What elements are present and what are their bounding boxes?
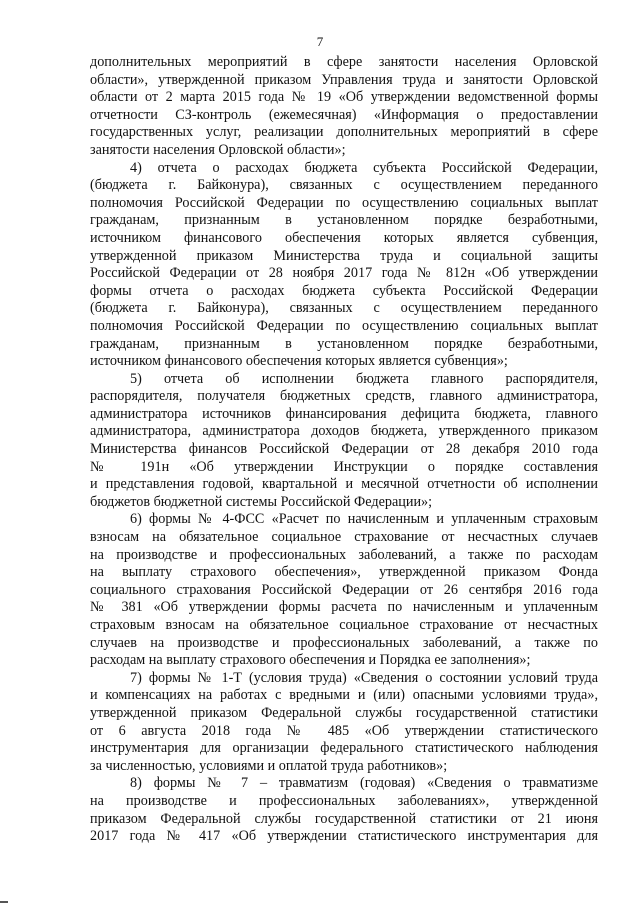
text-line: 7) формы № 1-Т (условия труда) «Сведения о состоянии условий труда [130, 669, 598, 686]
text-line: области», утвержденной приказом Управления труда и занятости Орловской [90, 71, 598, 88]
page-number: 7 [316, 34, 324, 49]
text-line: полномочия Российской Федерации по осуществлению социальных выплат [90, 317, 598, 334]
text-line: распорядителя, получателя бюджетных средств, главного администратора, [90, 388, 598, 405]
text-line: 6) формы № 4-ФСС «Расчет по начисленным и уплаченным страховым [130, 511, 598, 528]
text-line: (бюджета г. Байконура), связанных с осуществлением переданного [90, 177, 598, 194]
text-line: 5) отчета об исполнении бюджета главного распорядителя, [130, 370, 598, 387]
text-line: администратора, администратора доходов бюджета, утвержденного приказом [90, 423, 598, 440]
text-line: на выплату страхового обеспечения», утвержденной приказом Фонда [90, 564, 598, 581]
text-line: приказом Федеральной службы государственной статистики от 21 июня [90, 810, 598, 827]
text-line: 4) отчета о расходах бюджета субъекта Российской Федерации, [130, 159, 598, 176]
text-line: и представления годовой, квартальной и месячной отчетности об исполнении [90, 476, 598, 493]
text-line: и компенсациях на работах с вредными и (или) опасными условиями труда», [90, 687, 598, 704]
text-line: на производстве и профессиональных заболеваний, а также по расходам [90, 546, 598, 563]
scan-edge-mark [0, 901, 8, 903]
document-body [90, 54, 598, 846]
text-line: Российской Федерации от 28 ноября 2017 года № 812н «Об утверждении [90, 265, 598, 282]
text-line: администратора источников финансирования дефицита бюджета, главного [90, 405, 598, 422]
text-line: Министерства финансов Российской Федерации от 28 декабря 2010 года [90, 441, 598, 458]
text-line: на производстве и профессиональных заболеваниях», утвержденной [90, 792, 598, 809]
text-line: от 6 августа 2018 года № 485 «Об утверждении статистического [90, 722, 598, 739]
text-line: № 381 «Об утверждении формы расчета по начисленным и уплаченным [90, 599, 598, 616]
text-line: полномочия Российской Федерации по осуществлению социальных выплат [90, 194, 598, 211]
text-line: дополнительных мероприятий в сфере занятости населения Орловской [90, 54, 598, 70]
text-line: утвержденной приказом Федеральной службы государственной статистики [90, 704, 598, 721]
text-line: источником финансового обеспечения которых является субвенция»; [90, 353, 508, 370]
text-line: 8) формы № 7 – травматизм (годовая) «Сведения о травматизме [130, 775, 598, 792]
text-line: гражданам, признанным в установленном порядке безработными, [90, 212, 598, 229]
text-line: источником финансового обеспечения которых является субвенция, [90, 229, 598, 246]
text-line: расходам на выплату страхового обеспечения и Порядка ее заполнения»; [90, 652, 531, 669]
text-line: отчетности СЗ-контроль (ежемесячная) «Информация о предоставлении [90, 106, 598, 123]
text-line: инструментария для организации федерального статистического наблюдения [90, 740, 598, 757]
text-line: взносам на обязательное социальное страхование от несчастных случаев [90, 529, 598, 546]
text-line: утвержденной приказом Министерства труда и социальной защиты [90, 247, 598, 264]
text-line: случаев на производстве и профессиональных заболеваний, а также по [90, 634, 598, 651]
text-line: гражданам, признанным в установленном порядке безработными, [90, 335, 598, 352]
text-line: страховым взносам на обязательное социальное страхование от несчастных [90, 617, 598, 633]
text-line: социального страхования Российской Федерации от 26 сентября 2016 года [90, 581, 598, 598]
text-line: за численностью, условиями и оплатой труда работников»; [90, 757, 448, 774]
text-line: бюджетов бюджетной системы Российской Федерации»; [90, 493, 433, 510]
text-line: занятости населения Орловской области»; [90, 141, 346, 158]
text-line: 2017 года № 417 «Об утверждении статистического инструментария для [90, 828, 598, 845]
text-line: № 191н «Об утверждении Инструкции о порядке составления [90, 458, 598, 475]
text-line: формы отчета о расходах бюджета субъекта Российской Федерации [90, 282, 598, 299]
text-line: области от 2 марта 2015 года № 19 «Об утверждении ведомственной формы [90, 89, 598, 106]
text-line: (бюджета г. Байконура), связанных с осуществлением переданного [90, 300, 598, 317]
text-line: государственных услуг, реализации дополнительных мероприятий в сфере [90, 124, 598, 141]
